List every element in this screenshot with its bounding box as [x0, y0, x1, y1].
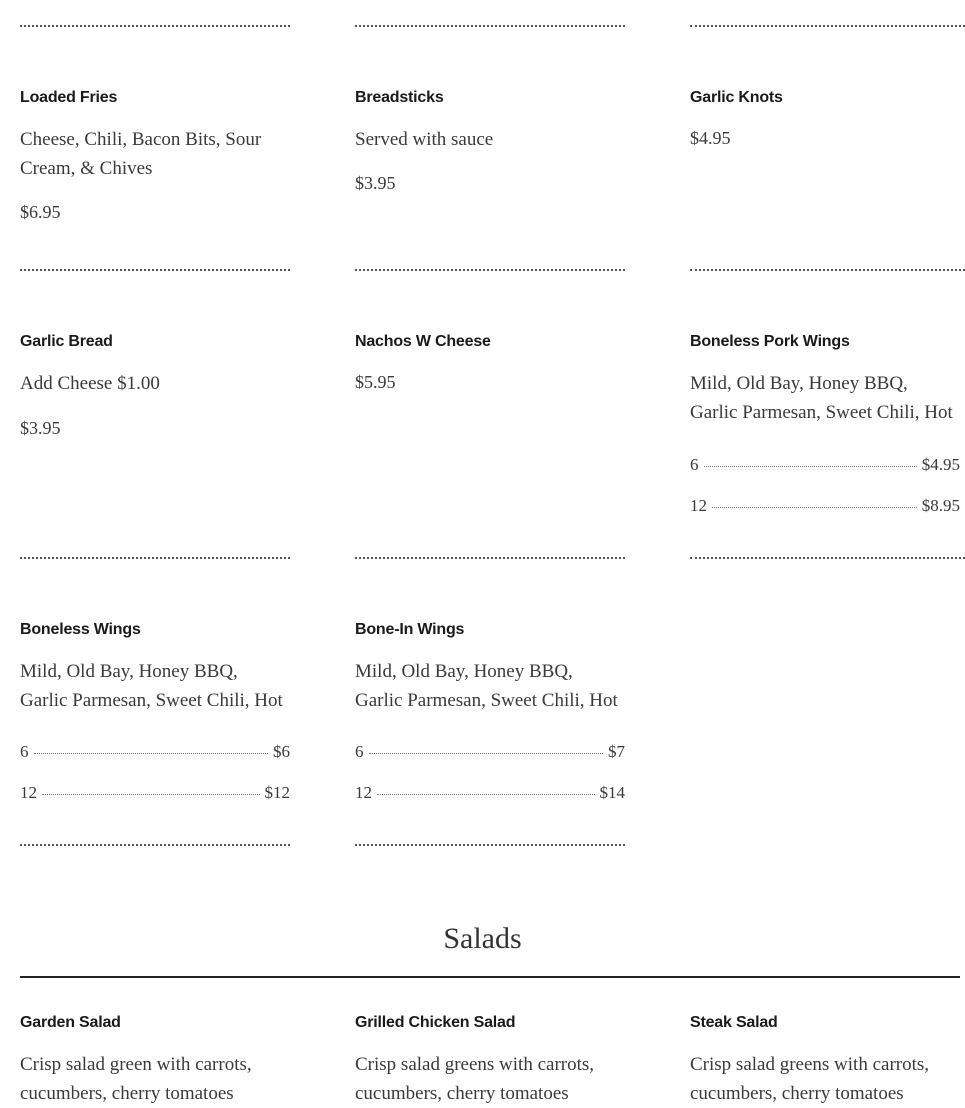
menu-item-price: $3.95 [20, 418, 61, 438]
menu-item-description: Crisp salad greens with carrots, cucumbers, cherry tomatoes [690, 1054, 930, 1104]
menu-divider [355, 269, 625, 271]
section-rule [20, 976, 960, 978]
menu-item-garlic-knots [690, 0, 960, 250]
menu-item-title: Boneless Pork Wings [690, 333, 850, 350]
option-price: $7 [608, 742, 625, 761]
dot-leader [712, 507, 917, 508]
dot-leader [42, 794, 260, 795]
option-price: $12 [264, 783, 290, 802]
menu-item-loaded-fries [20, 0, 290, 250]
option-label: 12 [20, 783, 37, 802]
menu-item-price: $6.95 [20, 202, 61, 222]
option-price: $6 [273, 742, 290, 761]
menu-item-description: Crisp salad green with carrots, cucumbers, cherry tomatoes [20, 1054, 252, 1104]
price-option-row [690, 496, 960, 516]
dot-leader [377, 794, 595, 795]
menu-item-title: Breadsticks [355, 89, 444, 106]
option-label: 12 [355, 783, 372, 802]
option-label: 6 [355, 742, 364, 761]
dot-leader [704, 466, 917, 467]
menu-divider [355, 557, 625, 559]
dot-leader [34, 753, 269, 754]
menu-item-description: Mild, Old Bay, Honey BBQ, Garlic Parmesan, Sweet Chili, Hot [690, 373, 953, 423]
menu-item-title: Garlic Bread [20, 333, 113, 350]
option-price: $4.95 [921, 455, 960, 474]
menu-item-description: Mild, Old Bay, Honey BBQ, Garlic Parmesan, Sweet Chili, Hot [20, 661, 283, 711]
menu-item-title: Nachos W Cheese [355, 333, 491, 350]
section-title-salads: Salads [443, 922, 522, 955]
price-option-row [355, 742, 625, 762]
menu-item-description: Served with sauce [355, 129, 494, 150]
price-option-row [690, 455, 960, 475]
menu-item-title: Boneless Wings [20, 621, 141, 638]
menu-item-title: Garlic Knots [690, 89, 783, 106]
menu-item-title: Garden Salad [20, 1014, 121, 1031]
menu-item-title: Bone-In Wings [355, 621, 465, 638]
option-label: 6 [20, 742, 29, 761]
option-price: $14 [599, 783, 625, 802]
price-option-row [20, 783, 290, 803]
option-price: $8.95 [921, 496, 960, 515]
menu-divider [20, 557, 290, 559]
option-label: 12 [690, 496, 707, 515]
menu-item-title: Steak Salad [690, 1014, 778, 1031]
menu-item-price: $4.95 [690, 128, 731, 148]
menu-item-price: $5.95 [355, 372, 396, 392]
menu-item-description: Crisp salad greens with carrots, cucumbers, cherry tomatoes [355, 1054, 595, 1104]
menu-item-description: Mild, Old Bay, Honey BBQ, Garlic Parmesan, Sweet Chili, Hot [355, 661, 618, 711]
menu-divider [20, 269, 290, 271]
menu-divider [690, 557, 965, 559]
menu-item-title: Loaded Fries [20, 89, 118, 106]
price-option-row [355, 783, 625, 803]
menu-item-price: $3.95 [355, 173, 396, 193]
menu-divider [355, 844, 625, 846]
option-label: 6 [690, 455, 699, 474]
menu-divider [20, 844, 290, 846]
menu-item-title: Grilled Chicken Salad [355, 1014, 516, 1031]
menu-item-breadsticks [355, 0, 625, 250]
price-option-row [20, 742, 290, 762]
menu-item-description: Add Cheese $1.00 [20, 373, 160, 394]
menu-item-description: Cheese, Chili, Bacon Bits, Sour Cream, & Chives [20, 129, 262, 179]
dot-leader [369, 753, 604, 754]
menu-divider [690, 269, 965, 271]
